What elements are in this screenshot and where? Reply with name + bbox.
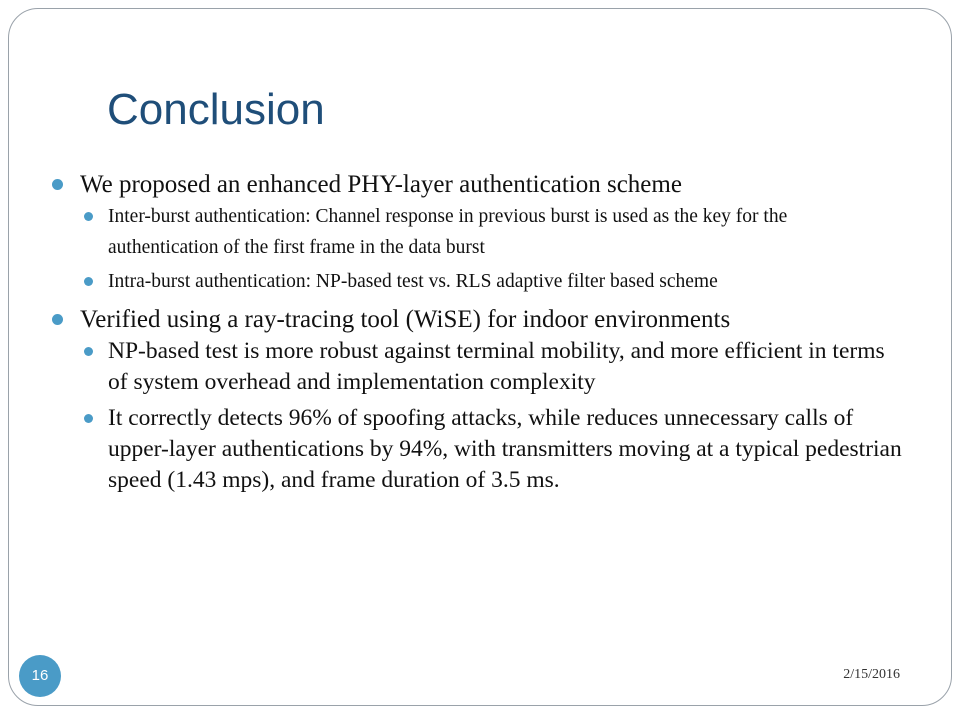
sub-bullet-text: It correctly detects 96% of spoofing attacks, while reduces unnecessary calls of upper-layer authentications by 94%, with transmitters moving at a typical pedestrian speed (1.43 mps), and frame duration of 3.5 ms. (108, 405, 902, 493)
slide-title: Conclusion (107, 85, 325, 134)
sub-bullet-item (80, 336, 902, 398)
slide-number-badge: 16 (19, 655, 61, 697)
sub-bullet-text: NP-based test is more robust against terminal mobility, and more efficient in terms of system overhead and implementation complexity (108, 338, 885, 395)
sub-bullet-list (80, 201, 902, 297)
bullet-item (52, 168, 902, 297)
bullet-dot-icon (84, 277, 93, 286)
bullet-text: We proposed an enhanced PHY-layer authentication scheme (80, 171, 682, 198)
sub-bullet-item (80, 266, 902, 297)
sub-bullet-text: Intra-burst authentication: NP-based test vs. RLS adaptive filter based scheme (108, 271, 718, 292)
sub-bullet-list (80, 336, 902, 496)
bullet-dot-icon (52, 179, 63, 190)
bullet-list (52, 168, 902, 502)
sub-bullet-item (80, 201, 902, 263)
bullet-dot-icon (84, 212, 93, 221)
bullet-dot-icon (84, 414, 93, 423)
sub-bullet-text: Inter-burst authentication: Channel response in previous burst is used as the key for the authentication of the first frame in the data burst (108, 206, 788, 258)
sub-bullet-item (80, 403, 902, 496)
bullet-item (52, 303, 902, 496)
slide-date: 2/15/2016 (843, 667, 900, 682)
bullet-text: Verified using a ray-tracing tool (WiSE) for indoor environments (80, 306, 731, 333)
bullet-dot-icon (52, 314, 63, 325)
bullet-dot-icon (84, 347, 93, 356)
